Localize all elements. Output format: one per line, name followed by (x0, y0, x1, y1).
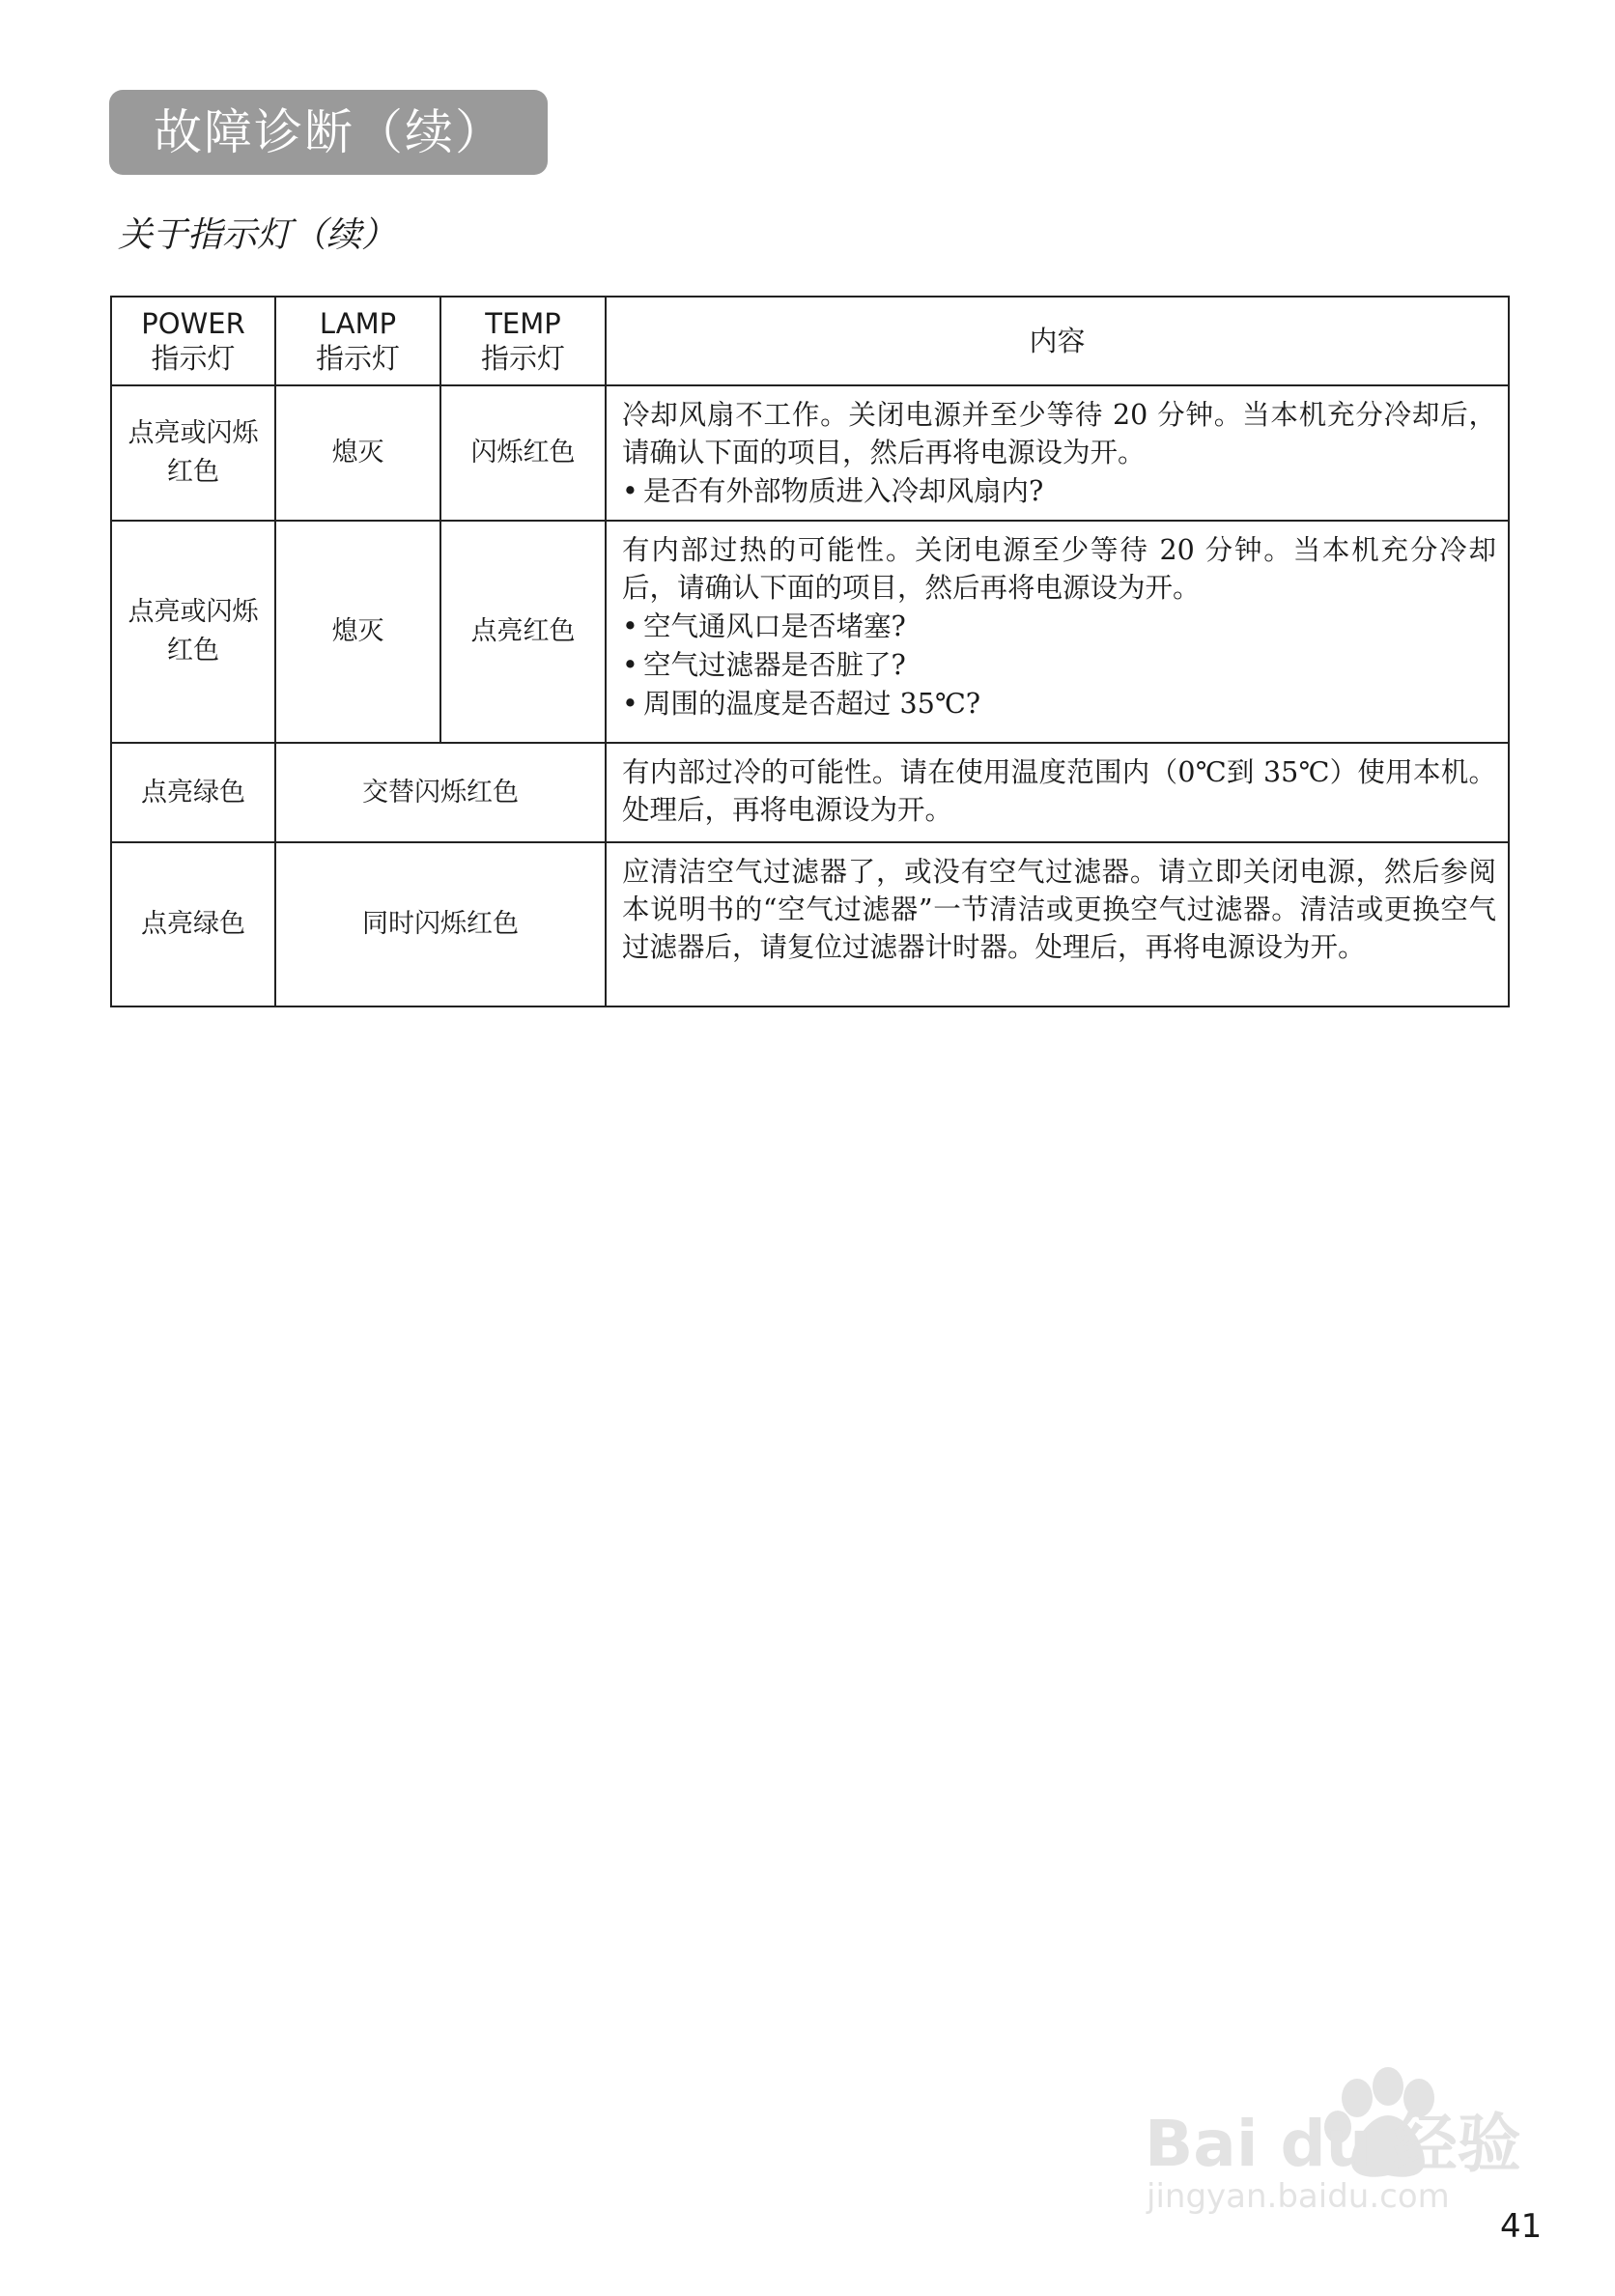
power-state-cell: 点亮绿色 (111, 743, 275, 842)
list-item: • 是否有外部物质进入冷却风扇内? (622, 471, 1496, 510)
description-text: 有内部过冷的可能性。请在使用温度范围内（0℃到 35℃）使用本机。处理后，再将电源设为开。 (622, 756, 1496, 826)
content-cell (606, 385, 1509, 521)
list-item: • 空气通风口是否堵塞? (622, 607, 1496, 645)
lamp-state-cell: 熄灭 (275, 521, 440, 743)
section-title: 故障诊断（续） (109, 90, 548, 175)
check-list (622, 607, 1496, 723)
bullet-icon: • (622, 649, 638, 681)
bullet-icon: • (622, 610, 638, 642)
power-state-cell: 点亮或闪烁 红色 (111, 521, 275, 743)
description-text: 应清洁空气过滤器了，或没有空气过滤器。请立即关闭电源，然后参阅本说明书的“空气过滤器”一节清洁或更换空气过滤器。清洁或更换空气过滤器后，请复位过滤器计时器。处理后，再将电源设为开。 (622, 856, 1496, 963)
power-state-cell: 点亮绿色 (111, 842, 275, 1006)
subsection-title: 关于指示灯（续） (118, 215, 397, 255)
content-cell (606, 521, 1509, 743)
header-lamp: LAMP 指示灯 (275, 297, 440, 385)
description-text: 有内部过热的可能性。关闭电源至少等待 20 分钟。当本机充分冷却后，请确认下面的项目，然后再将电源设为开。 (622, 534, 1496, 604)
table-row (111, 842, 1509, 1006)
lamp-temp-state-cell: 同时闪烁红色 (275, 842, 606, 1006)
page-number: 41 (1500, 2207, 1543, 2246)
content-cell (606, 743, 1509, 842)
list-item: • 周围的温度是否超过 35℃? (622, 684, 1496, 723)
watermark-logo-text: Bai du 经验 (1145, 2107, 1521, 2181)
table-row (111, 521, 1509, 743)
temp-state-cell: 闪烁红色 (440, 385, 606, 521)
temp-state-cell: 点亮红色 (440, 521, 606, 743)
indicator-table (110, 296, 1510, 1007)
check-list (622, 471, 1496, 510)
bullet-icon: • (622, 688, 638, 720)
content-cell (606, 842, 1509, 1006)
baidu-watermark-logo (1145, 2048, 1531, 2217)
description-text: 冷却风扇不工作。关闭电源并至少等待 20 分钟。当本机充分冷却后，请确认下面的项目，然后再将电源设为开。 (622, 399, 1496, 468)
table-header-row (111, 297, 1509, 385)
power-state-cell: 点亮或闪烁 红色 (111, 385, 275, 521)
header-content: 内容 (606, 297, 1509, 385)
watermark-url: jingyan.baidu.com (1147, 2177, 1450, 2216)
lamp-temp-state-cell: 交替闪烁红色 (275, 743, 606, 842)
header-temp: TEMP 指示灯 (440, 297, 606, 385)
table-row (111, 385, 1509, 521)
table-row (111, 743, 1509, 842)
lamp-state-cell: 熄灭 (275, 385, 440, 521)
header-power: POWER 指示灯 (111, 297, 275, 385)
list-item: • 空气过滤器是否脏了? (622, 645, 1496, 684)
bullet-icon: • (622, 475, 638, 507)
